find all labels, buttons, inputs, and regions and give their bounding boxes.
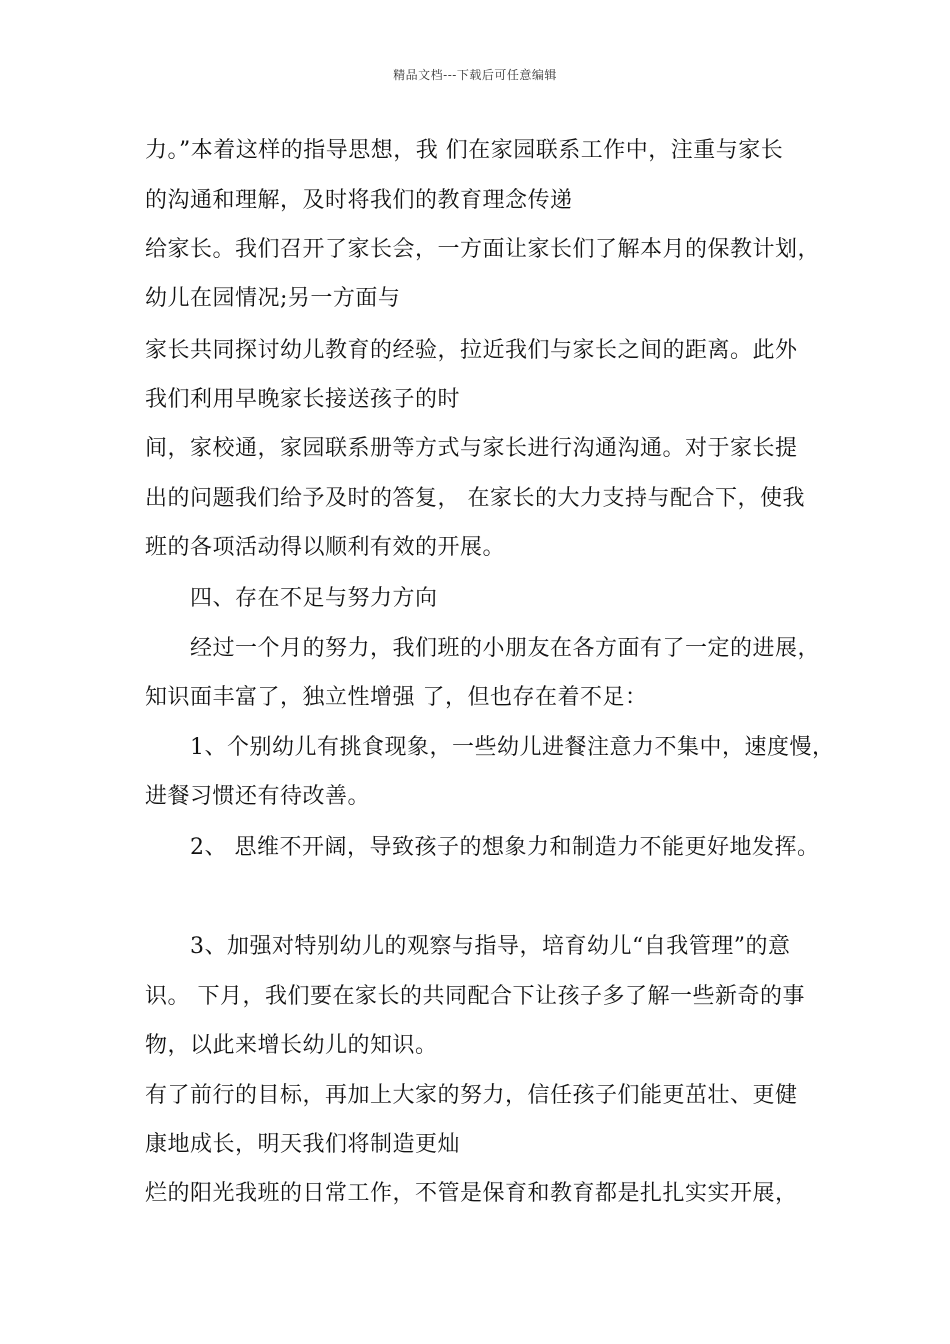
- paragraph-line: 1、个别幼儿有挑食现象，一些幼儿进餐注意力不集中，速度慢，: [190, 735, 835, 760]
- paragraph-line: 康地成长，明天我们将制造更灿: [145, 1132, 461, 1157]
- paragraph-line: 的沟通和理解，及时将我们的教育理念传递: [145, 188, 573, 213]
- paragraph-line: 烂的阳光我班的日常工作，不管是保育和教育都是扎扎实实开展，: [145, 1181, 798, 1206]
- paragraph-line: 2、 思维不开阔，导致孩子的想象力和制造力不能更好地发挥。: [190, 835, 820, 860]
- paragraph-line: 出的问题我们给予及时的答复， 在家长的大力支持与配合下，使我: [145, 486, 805, 511]
- paragraph-line: 班的各项活动得以顺利有效的开展。: [145, 535, 506, 560]
- paragraph-line: 家长共同探讨幼儿教育的经验，拉近我们与家长之间的距离。此外: [145, 338, 798, 363]
- paragraph-line: 我们利用早晚家长接送孩子的时: [145, 387, 461, 412]
- paragraph-line: 给家长。我们召开了家长会，一方面让家长们了解本月的保教计划，: [145, 237, 821, 262]
- paragraph-line: 有了前行的目标，再加上大家的努力，信任孩子们能更茁壮、更健: [145, 1083, 798, 1108]
- paragraph-line: 物，以此来增长幼儿的知识。: [145, 1033, 438, 1058]
- paragraph-line: 知识面丰富了，独立性增强 了，但也存在着不足：: [145, 685, 648, 710]
- paragraph-line: 间，家校通，家园联系册等方式与家长进行沟通沟通。对于家长提: [145, 436, 798, 461]
- page-header: 精品文档---下载后可任意编辑: [393, 68, 557, 82]
- paragraph-line: 力。”本着这样的指导思想，我 们在家园联系工作中，注重与家长: [145, 138, 784, 163]
- paragraph-line: 3、加强对特别幼儿的观察与指导，培育幼儿“自我管理”的意: [190, 934, 791, 959]
- paragraph-line: 识。 下月，我们要在家长的共同配合下让孩子多了解一些新奇的事: [145, 984, 805, 1009]
- paragraph-line: 经过一个月的努力，我们班的小朋友在各方面有了一定的进展，: [190, 636, 821, 661]
- paragraph-line: 进餐习惯还有待改善。: [145, 784, 371, 809]
- paragraph-line: 幼儿在园情况;另一方面与: [145, 286, 401, 311]
- paragraph-line: 四、存在不足与努力方向: [190, 586, 438, 611]
